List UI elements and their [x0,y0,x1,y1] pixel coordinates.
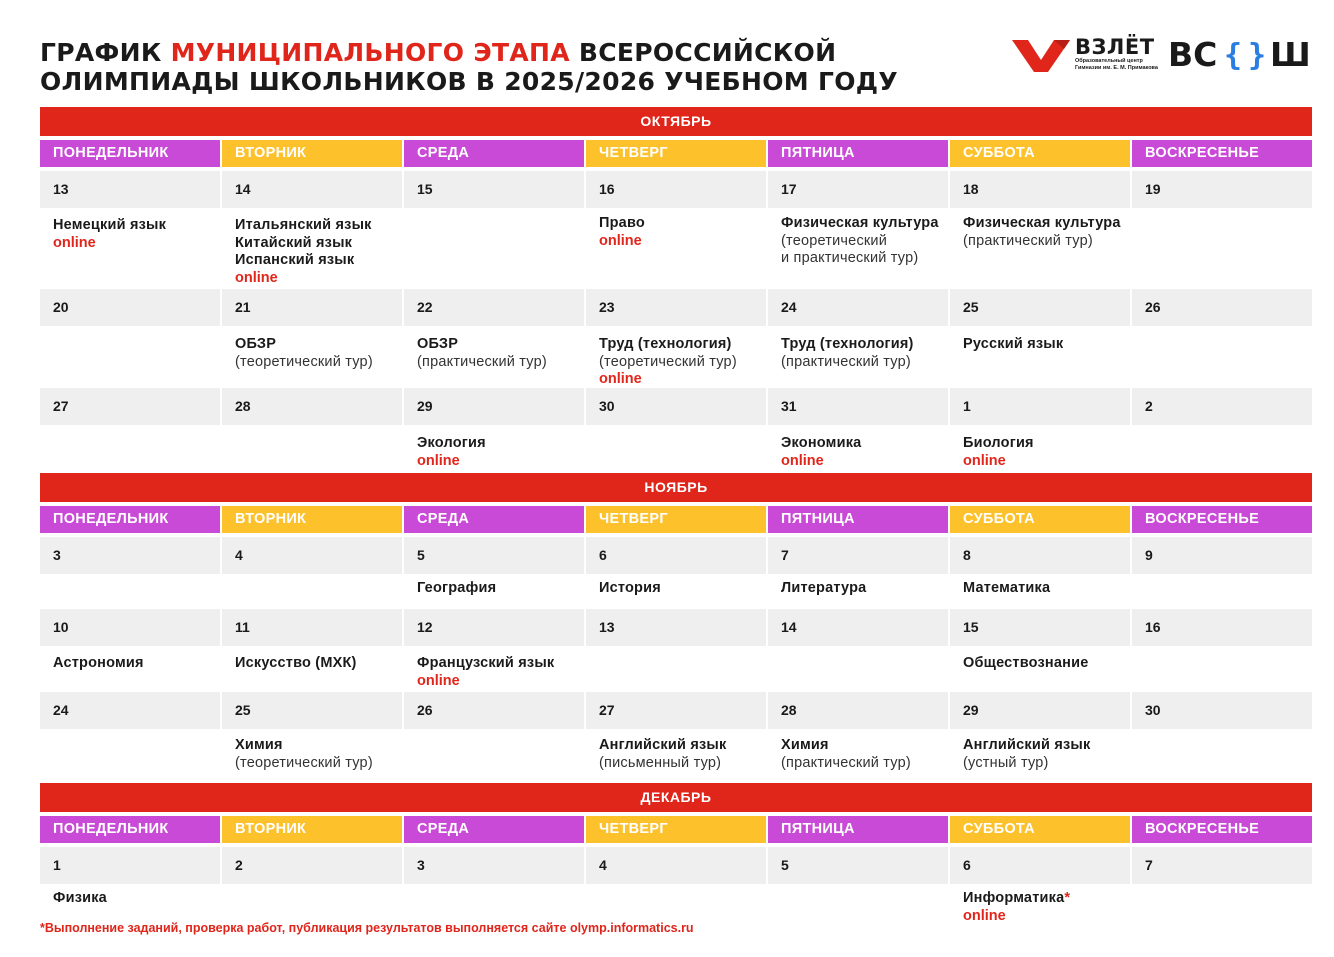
weekday-header: ВТОРНИК [222,140,402,167]
event-note: (практический тур) [963,232,1093,249]
event-cell [586,336,766,389]
event-note: (теоретический тур) [599,353,737,370]
event-subject: Физическая культура [781,215,939,231]
date-cell: 14 [768,609,948,646]
event-subject: Физическая культура [963,215,1121,231]
weekday-header: ПОНЕДЕЛЬНИК [40,140,220,167]
month-header-october: ОКТЯБРЬ [40,107,1312,136]
date-cell: 29 [950,692,1130,729]
event-subject: Труд (технология) [781,336,914,352]
event-cell [950,890,1130,925]
vzlet-logo-subtitle: Образовательный центр Гимназии им. Е. М. Примакова [1075,58,1158,71]
event-subject: Астрономия [53,655,144,671]
event-subject: Экология [417,435,486,451]
date-cell: 16 [1132,609,1312,646]
online-label: online [781,452,824,469]
date-cell: 22 [404,289,584,326]
date-cell: 26 [1132,289,1312,326]
date-cell: 10 [40,609,220,646]
weekday-row [40,506,1312,533]
event-cell [404,580,584,598]
date-cell: 2 [1132,388,1312,425]
weekday-row [40,140,1312,167]
online-label: online [417,452,460,469]
date-cell: 1 [40,847,220,884]
event-subject: Химия [781,737,829,753]
event-note: (письменный тур) [599,754,722,771]
event-cell [40,217,220,252]
weekday-header: ВОСКРЕСЕНЬЕ [1132,816,1312,843]
date-cell: 24 [768,289,948,326]
event-subject: Литература [781,580,867,596]
date-row [40,847,1312,884]
event-subject: История [599,580,661,596]
weekday-header: ВОСКРЕСЕНЬЕ [1132,506,1312,533]
date-cell: 4 [222,537,402,574]
vzlet-logo-text: ВЗЛЁТ [1075,35,1155,59]
event-subject: Обществознание [963,655,1089,671]
logos [1012,36,1312,76]
event-note: (теоретический тур) [235,353,373,370]
date-cell: 21 [222,289,402,326]
footnote: *Выполнение заданий, проверка работ, публикация результатов выполняется сайте olymp.informatics.ru [40,921,694,935]
event-cell [950,336,1130,354]
date-cell: 27 [40,388,220,425]
event-subject: Биология [963,435,1034,451]
weekday-header: ВОСКРЕСЕНЬЕ [1132,140,1312,167]
event-cell [768,435,948,470]
online-label: online [599,232,642,249]
date-cell: 12 [404,609,584,646]
weekday-header: СРЕДА [404,506,584,533]
date-row [40,537,1312,574]
title-line2: ОЛИМПИАДЫ ШКОЛЬНИКОВ В 2025/2026 УЧЕБНОМ ГОДУ [40,67,898,96]
date-cell: 1 [950,388,1130,425]
event-cell [404,336,584,371]
online-label: online [53,234,96,251]
event-cell [40,890,220,908]
event-cell [768,215,948,268]
event-subject: ОБЗР [235,336,277,352]
weekday-header: ЧЕТВЕРГ [586,816,766,843]
weekday-header: СУББОТА [950,140,1130,167]
date-cell: 17 [768,171,948,208]
date-cell: 8 [950,537,1130,574]
title-part2: ВСЕРОССИЙСКОЙ [569,38,837,67]
date-cell: 26 [404,692,584,729]
date-row [40,692,1312,729]
weekday-header: СУББОТА [950,816,1130,843]
weekday-header: ВТОРНИК [222,816,402,843]
date-cell: 18 [950,171,1130,208]
event-cell [404,655,584,690]
date-cell: 3 [404,847,584,884]
event-subject: Математика [963,580,1051,596]
date-cell: 11 [222,609,402,646]
date-cell: 29 [404,388,584,425]
online-label: online [417,672,460,689]
date-cell: 28 [768,692,948,729]
event-cell [222,336,402,371]
weekday-header: ПЯТНИЦА [768,140,948,167]
event-cell [40,655,220,673]
date-cell: 15 [404,171,584,208]
event-cell [586,580,766,598]
weekday-header: СУББОТА [950,506,1130,533]
event-cell [404,435,584,470]
date-cell: 4 [586,847,766,884]
svg-text:Ш: Ш [1270,36,1311,70]
event-cell [950,737,1130,772]
date-cell: 27 [586,692,766,729]
event-subject: Русский язык [963,336,1064,352]
page-title [40,38,900,96]
online-label: online [963,907,1006,924]
weekday-header: ПЯТНИЦА [768,506,948,533]
date-cell: 24 [40,692,220,729]
event-note: (практический тур) [781,353,911,370]
date-row [40,609,1312,646]
event-subject: Немецкий язык [53,217,167,233]
month-header-november: НОЯБРЬ [40,473,1312,502]
event-cell [222,737,402,772]
date-row [40,289,1312,326]
event-subject: Экономика [781,435,862,451]
weekday-header: ЧЕТВЕРГ [586,506,766,533]
date-row [40,388,1312,427]
month-header-december: ДЕКАБРЬ [40,783,1312,812]
event-note: (теоретический тур) [235,754,373,771]
event-cell [222,217,402,287]
vzlet-logo-icon [1012,40,1070,72]
date-cell: 31 [768,388,948,425]
event-subject: География [417,580,497,596]
date-cell: 28 [222,388,402,425]
date-cell: 7 [1132,847,1312,884]
date-cell: 5 [768,847,948,884]
event-subject: Английский язык [963,737,1091,753]
event-cell [222,655,402,673]
date-cell: 9 [1132,537,1312,574]
event-cell [950,435,1130,470]
footnote-marker: * [1064,890,1071,906]
weekday-header: СРЕДА [404,140,584,167]
event-subject: Труд (технология) [599,336,732,352]
weekday-row [40,816,1312,843]
event-cell [586,737,766,772]
event-cell [950,215,1130,250]
date-cell: 13 [40,171,220,208]
date-cell: 19 [1132,171,1312,208]
date-cell: 20 [40,289,220,326]
event-cell [768,580,948,598]
date-cell: 25 [222,692,402,729]
svg-text:{: { [1224,38,1243,70]
event-subject: Информатика [963,890,1065,906]
event-subject: Итальянский язык Китайский язык Испанский язык [235,217,372,268]
event-subject: Право [599,215,645,231]
event-subject: ОБЗР [417,336,459,352]
weekday-header: ВТОРНИК [222,506,402,533]
weekday-header: ПОНЕДЕЛЬНИК [40,506,220,533]
date-cell: 25 [950,289,1130,326]
online-label: online [235,269,278,286]
event-cell [768,737,948,772]
event-cell [950,655,1130,673]
title-part1: ГРАФИК [40,38,171,67]
event-note: (практический тур) [781,754,911,771]
online-label: online [963,452,1006,469]
date-cell: 30 [586,388,766,425]
svg-text:ВС: ВС [1168,36,1218,70]
vsosh-logo-icon [1168,36,1312,70]
date-cell: 14 [222,171,402,208]
date-cell: 23 [586,289,766,326]
event-note: (практический тур) [417,353,547,370]
svg-text:}: } [1248,38,1267,70]
weekday-header: СРЕДА [404,816,584,843]
event-subject: Французский язык [417,655,555,671]
event-cell [768,336,948,371]
event-note: (устный тур) [963,754,1049,771]
weekday-header: ПЯТНИЦА [768,816,948,843]
event-subject: Английский язык [599,737,727,753]
event-subject: Искусство (МХК) [235,655,357,671]
event-subject: Химия [235,737,283,753]
event-note: (теоретический и практический тур) [781,232,919,266]
date-cell: 3 [40,537,220,574]
date-row [40,171,1312,208]
date-cell: 13 [586,609,766,646]
weekday-header: ЧЕТВЕРГ [586,140,766,167]
event-cell [586,215,766,250]
weekday-header: ПОНЕДЕЛЬНИК [40,816,220,843]
event-cell [950,580,1130,598]
title-accent: МУНИЦИПАЛЬНОГО ЭТАПА [170,38,570,67]
date-cell: 30 [1132,692,1312,729]
event-subject: Физика [53,890,107,906]
date-cell: 6 [950,847,1130,884]
date-cell: 6 [586,537,766,574]
date-cell: 5 [404,537,584,574]
date-cell: 7 [768,537,948,574]
date-cell: 16 [586,171,766,208]
date-cell: 15 [950,609,1130,646]
online-label: online [599,371,642,387]
date-cell: 2 [222,847,402,884]
